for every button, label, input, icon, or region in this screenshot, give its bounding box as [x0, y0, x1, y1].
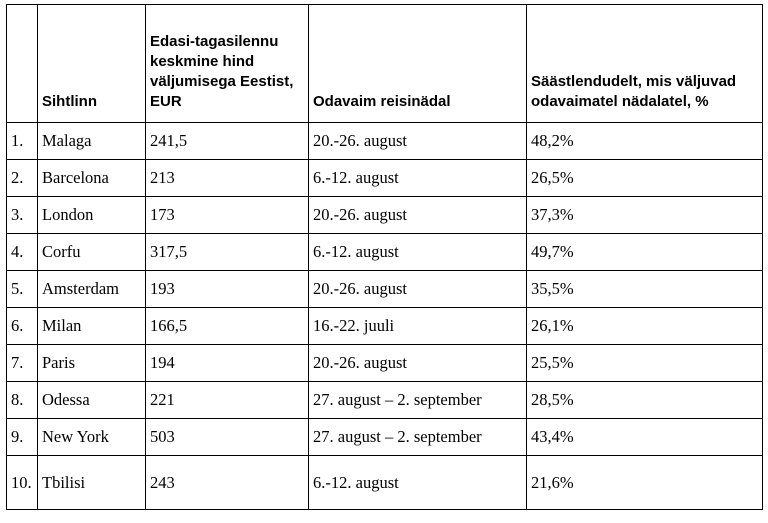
row-city: Odessa [38, 382, 146, 419]
row-saving: 37,3% [527, 197, 763, 234]
table-header-row [7, 5, 763, 123]
table-row [7, 308, 763, 345]
row-price: 194 [146, 345, 309, 382]
row-week: 20.-26. august [309, 271, 527, 308]
row-week: 27. august – 2. september [309, 419, 527, 456]
row-saving: 43,4% [527, 419, 763, 456]
row-city: London [38, 197, 146, 234]
row-saving: 26,1% [527, 308, 763, 345]
table-row [7, 382, 763, 419]
row-number: 5. [7, 271, 38, 308]
table-row [7, 271, 763, 308]
table-row [7, 456, 763, 510]
row-week: 6.-12. august [309, 456, 527, 510]
row-price: 221 [146, 382, 309, 419]
flights-table [6, 4, 763, 510]
row-week: 16.-22. juuli [309, 308, 527, 345]
row-price: 173 [146, 197, 309, 234]
row-price: 503 [146, 419, 309, 456]
row-number: 4. [7, 234, 38, 271]
row-city: Barcelona [38, 160, 146, 197]
row-price: 166,5 [146, 308, 309, 345]
row-city: Paris [38, 345, 146, 382]
row-number: 8. [7, 382, 38, 419]
row-week: 20.-26. august [309, 197, 527, 234]
row-city: Amsterdam [38, 271, 146, 308]
table-row [7, 345, 763, 382]
header-saving: Säästlendudelt, mis väljuvad odavaimatel nädalatel, % [527, 5, 763, 123]
header-num [7, 5, 38, 123]
table-row [7, 234, 763, 271]
table-row [7, 123, 763, 160]
row-city: Milan [38, 308, 146, 345]
row-price: 213 [146, 160, 309, 197]
row-week: 6.-12. august [309, 160, 527, 197]
row-city: Corfu [38, 234, 146, 271]
row-city: New York [38, 419, 146, 456]
header-week: Odavaim reisinädal [309, 5, 527, 123]
table-row [7, 160, 763, 197]
row-city: Tbilisi [38, 456, 146, 510]
row-number: 10. [7, 456, 38, 510]
row-number: 6. [7, 308, 38, 345]
row-week: 6.-12. august [309, 234, 527, 271]
row-price: 317,5 [146, 234, 309, 271]
row-number: 3. [7, 197, 38, 234]
row-saving: 28,5% [527, 382, 763, 419]
row-week: 20.-26. august [309, 345, 527, 382]
row-saving: 48,2% [527, 123, 763, 160]
row-number: 1. [7, 123, 38, 160]
row-saving: 25,5% [527, 345, 763, 382]
row-price: 193 [146, 271, 309, 308]
header-city: Sihtlinn [38, 5, 146, 123]
row-week: 27. august – 2. september [309, 382, 527, 419]
row-saving: 35,5% [527, 271, 763, 308]
table-row [7, 197, 763, 234]
row-price: 243 [146, 456, 309, 510]
header-price: Edasi-tagasilennu keskmine hind väljumisega Eestist, EUR [146, 5, 309, 123]
row-saving: 21,6% [527, 456, 763, 510]
row-city: Malaga [38, 123, 146, 160]
row-price: 241,5 [146, 123, 309, 160]
row-saving: 49,7% [527, 234, 763, 271]
table-row [7, 419, 763, 456]
row-saving: 26,5% [527, 160, 763, 197]
row-number: 7. [7, 345, 38, 382]
row-number: 9. [7, 419, 38, 456]
row-week: 20.-26. august [309, 123, 527, 160]
row-number: 2. [7, 160, 38, 197]
